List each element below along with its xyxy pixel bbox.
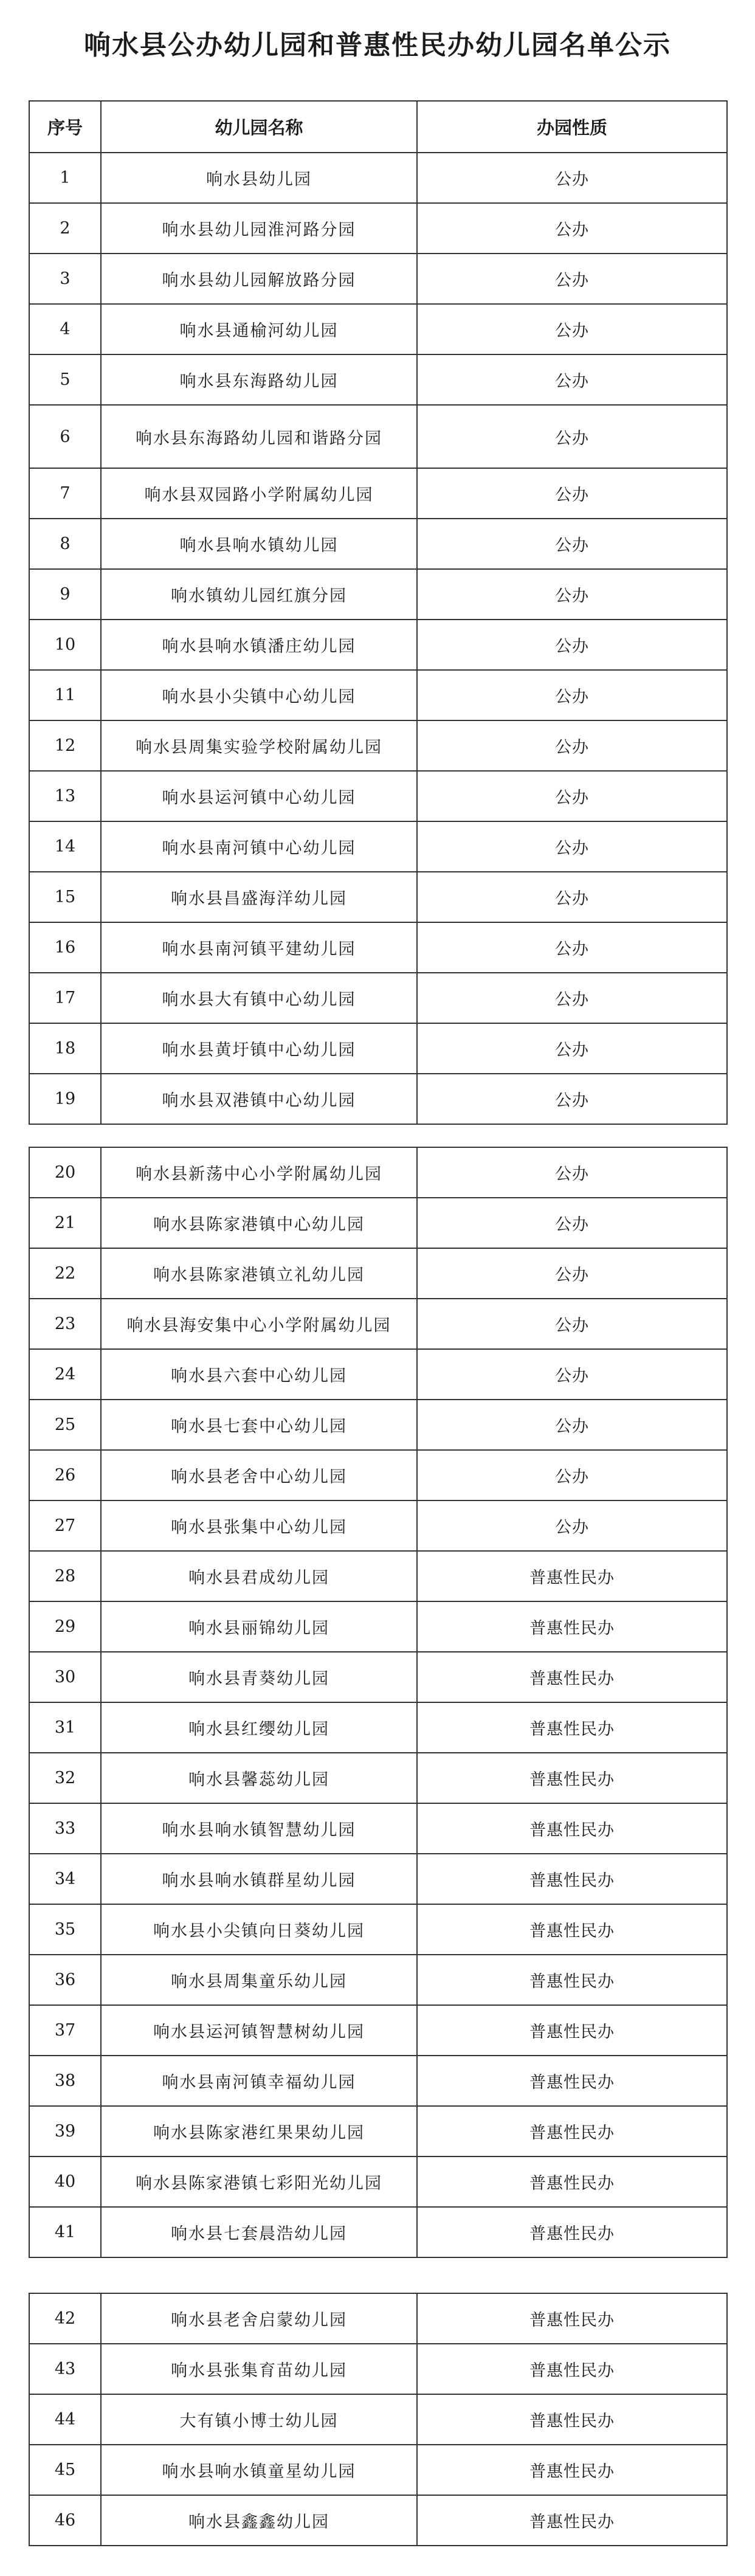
name-cell: 响水县青葵幼儿园 bbox=[101, 1652, 417, 1702]
index-cell: 3 bbox=[29, 254, 101, 304]
table-row bbox=[29, 203, 727, 254]
name-cell: 响水县周集实验学校附属幼儿园 bbox=[101, 720, 417, 771]
table-row bbox=[29, 1955, 727, 2005]
name-cell: 大有镇小博士幼儿园 bbox=[101, 2394, 417, 2445]
type-cell: 公办 bbox=[417, 872, 727, 922]
page-title: 响水县公办幼儿园和普惠性民办幼儿园名单公示 bbox=[84, 30, 671, 61]
type-cell: 普惠性民办 bbox=[417, 2495, 727, 2546]
index-cell: 35 bbox=[29, 1904, 101, 1955]
index-cell: 24 bbox=[29, 1349, 101, 1400]
table-row bbox=[29, 1551, 727, 1601]
name-cell: 响水县东海路幼儿园 bbox=[101, 354, 417, 405]
type-cell: 公办 bbox=[417, 670, 727, 720]
table-row bbox=[29, 254, 727, 304]
name-cell: 响水县双园路小学附属幼儿园 bbox=[101, 468, 417, 519]
type-cell: 普惠性民办 bbox=[417, 1551, 727, 1601]
index-cell: 32 bbox=[29, 1753, 101, 1803]
name-cell: 响水县新荡中心小学附属幼儿园 bbox=[101, 1147, 417, 1198]
name-cell: 响水县海安集中心小学附属幼儿园 bbox=[101, 1299, 417, 1349]
type-cell: 普惠性民办 bbox=[417, 2394, 727, 2445]
type-cell: 公办 bbox=[417, 973, 727, 1023]
name-cell: 响水县小尖镇中心幼儿园 bbox=[101, 670, 417, 720]
table-row bbox=[29, 2156, 727, 2207]
name-cell: 响水县通榆河幼儿园 bbox=[101, 304, 417, 354]
name-cell: 响水县老舍启蒙幼儿园 bbox=[101, 2293, 417, 2344]
name-cell: 响水县陈家港镇七彩阳光幼儿园 bbox=[101, 2156, 417, 2207]
table-row bbox=[29, 922, 727, 973]
table-row bbox=[29, 720, 727, 771]
type-cell: 公办 bbox=[417, 405, 727, 468]
name-cell: 响水县东海路幼儿园和谐路分园 bbox=[101, 405, 417, 468]
name-cell: 响水县响水镇潘庄幼儿园 bbox=[101, 620, 417, 670]
index-cell: 34 bbox=[29, 1854, 101, 1904]
name-cell: 响水县南河镇幸福幼儿园 bbox=[101, 2056, 417, 2106]
index-cell: 30 bbox=[29, 1652, 101, 1702]
index-cell: 20 bbox=[29, 1147, 101, 1198]
table-row bbox=[29, 821, 727, 872]
name-cell: 响水县黄圩镇中心幼儿园 bbox=[101, 1023, 417, 1074]
type-cell: 公办 bbox=[417, 1299, 727, 1349]
index-cell: 10 bbox=[29, 620, 101, 670]
index-cell: 40 bbox=[29, 2156, 101, 2207]
index-cell: 17 bbox=[29, 973, 101, 1023]
table-header-row bbox=[29, 101, 727, 153]
table-row bbox=[29, 2005, 727, 2056]
name-cell: 响水县双港镇中心幼儿园 bbox=[101, 1074, 417, 1124]
table-row bbox=[29, 2394, 727, 2445]
name-cell: 响水县陈家港红果果幼儿园 bbox=[101, 2106, 417, 2156]
type-cell: 公办 bbox=[417, 519, 727, 569]
index-cell: 33 bbox=[29, 1803, 101, 1854]
name-cell: 响水县幼儿园淮河路分园 bbox=[101, 203, 417, 254]
name-cell: 响水县张集中心幼儿园 bbox=[101, 1500, 417, 1551]
type-cell: 公办 bbox=[417, 354, 727, 405]
table-row bbox=[29, 1349, 727, 1400]
table-row bbox=[29, 2445, 727, 2495]
type-cell: 公办 bbox=[417, 922, 727, 973]
table-row bbox=[29, 973, 727, 1023]
name-cell: 响水县南河镇中心幼儿园 bbox=[101, 821, 417, 872]
table-row bbox=[29, 1904, 727, 1955]
type-cell: 公办 bbox=[417, 569, 727, 620]
index-cell: 44 bbox=[29, 2394, 101, 2445]
index-cell: 36 bbox=[29, 1955, 101, 2005]
index-cell: 15 bbox=[29, 872, 101, 922]
header-index: 序号 bbox=[29, 101, 101, 153]
index-cell: 5 bbox=[29, 354, 101, 405]
index-cell: 18 bbox=[29, 1023, 101, 1074]
name-cell: 响水县小尖镇向日葵幼儿园 bbox=[101, 1904, 417, 1955]
type-cell: 普惠性民办 bbox=[417, 1803, 727, 1854]
index-cell: 2 bbox=[29, 203, 101, 254]
type-cell: 公办 bbox=[417, 821, 727, 872]
type-cell: 普惠性民办 bbox=[417, 1955, 727, 2005]
index-cell: 11 bbox=[29, 670, 101, 720]
type-cell: 普惠性民办 bbox=[417, 1854, 727, 1904]
name-cell: 响水县响水镇智慧幼儿园 bbox=[101, 1803, 417, 1854]
name-cell: 响水县七套晨浩幼儿园 bbox=[101, 2207, 417, 2257]
name-cell: 响水县幼儿园 bbox=[101, 153, 417, 203]
table-row bbox=[29, 405, 727, 468]
type-cell: 普惠性民办 bbox=[417, 1702, 727, 1753]
header-name: 幼儿园名称 bbox=[101, 101, 417, 153]
index-cell: 14 bbox=[29, 821, 101, 872]
table-row bbox=[29, 2495, 727, 2546]
name-cell: 响水县丽锦幼儿园 bbox=[101, 1601, 417, 1652]
name-cell: 响水县周集童乐幼儿园 bbox=[101, 1955, 417, 2005]
table-row bbox=[29, 1601, 727, 1652]
index-cell: 23 bbox=[29, 1299, 101, 1349]
table-row bbox=[29, 1400, 727, 1450]
name-cell: 响水县君成幼儿园 bbox=[101, 1551, 417, 1601]
table-row bbox=[29, 1299, 727, 1349]
name-cell: 响水县老舍中心幼儿园 bbox=[101, 1450, 417, 1500]
name-cell: 响水县响水镇幼儿园 bbox=[101, 519, 417, 569]
table-row bbox=[29, 2344, 727, 2394]
type-cell: 普惠性民办 bbox=[417, 1601, 727, 1652]
type-cell: 普惠性民办 bbox=[417, 1904, 727, 1955]
index-cell: 16 bbox=[29, 922, 101, 973]
index-cell: 26 bbox=[29, 1450, 101, 1500]
type-cell: 公办 bbox=[417, 620, 727, 670]
table-row bbox=[29, 1702, 727, 1753]
index-cell: 13 bbox=[29, 771, 101, 821]
type-cell: 公办 bbox=[417, 254, 727, 304]
index-cell: 45 bbox=[29, 2445, 101, 2495]
name-cell: 响水县陈家港镇立礼幼儿园 bbox=[101, 1248, 417, 1299]
type-cell: 公办 bbox=[417, 771, 727, 821]
index-cell: 39 bbox=[29, 2106, 101, 2156]
index-cell: 1 bbox=[29, 153, 101, 203]
type-cell: 普惠性民办 bbox=[417, 2005, 727, 2056]
table-row bbox=[29, 1023, 727, 1074]
index-cell: 38 bbox=[29, 2056, 101, 2106]
type-cell: 公办 bbox=[417, 720, 727, 771]
table-row bbox=[29, 872, 727, 922]
name-cell: 响水县运河镇智慧树幼儿园 bbox=[101, 2005, 417, 2056]
name-cell: 响水县陈家港镇中心幼儿园 bbox=[101, 1198, 417, 1248]
index-cell: 9 bbox=[29, 569, 101, 620]
table-row bbox=[29, 1147, 727, 1198]
index-cell: 41 bbox=[29, 2207, 101, 2257]
table-row bbox=[29, 620, 727, 670]
table-row bbox=[29, 468, 727, 519]
kindergarten-table-section-2 bbox=[29, 1147, 728, 2258]
type-cell: 普惠性民办 bbox=[417, 2207, 727, 2257]
table-row bbox=[29, 2207, 727, 2257]
type-cell: 公办 bbox=[417, 153, 727, 203]
index-cell: 21 bbox=[29, 1198, 101, 1248]
index-cell: 7 bbox=[29, 468, 101, 519]
name-cell: 响水镇幼儿园红旗分园 bbox=[101, 569, 417, 620]
type-cell: 公办 bbox=[417, 1147, 727, 1198]
type-cell: 普惠性民办 bbox=[417, 2344, 727, 2394]
index-cell: 28 bbox=[29, 1551, 101, 1601]
table-row bbox=[29, 1500, 727, 1551]
type-cell: 普惠性民办 bbox=[417, 1753, 727, 1803]
type-cell: 公办 bbox=[417, 1400, 727, 1450]
table-row bbox=[29, 1854, 727, 1904]
table-row bbox=[29, 1074, 727, 1124]
index-cell: 43 bbox=[29, 2344, 101, 2394]
table-row bbox=[29, 2056, 727, 2106]
name-cell: 响水县幼儿园解放路分园 bbox=[101, 254, 417, 304]
type-cell: 公办 bbox=[417, 1500, 727, 1551]
type-cell: 普惠性民办 bbox=[417, 2106, 727, 2156]
kindergarten-table-section-3 bbox=[29, 2293, 728, 2546]
type-cell: 公办 bbox=[417, 1074, 727, 1124]
table-row bbox=[29, 1248, 727, 1299]
type-cell: 普惠性民办 bbox=[417, 2293, 727, 2344]
table-row bbox=[29, 1652, 727, 1702]
header-type: 办园性质 bbox=[417, 101, 727, 153]
type-cell: 公办 bbox=[417, 1023, 727, 1074]
type-cell: 普惠性民办 bbox=[417, 2156, 727, 2207]
name-cell: 响水县七套中心幼儿园 bbox=[101, 1400, 417, 1450]
type-cell: 公办 bbox=[417, 203, 727, 254]
index-cell: 8 bbox=[29, 519, 101, 569]
kindergarten-table-section-1 bbox=[29, 100, 728, 1125]
type-cell: 公办 bbox=[417, 468, 727, 519]
table-row bbox=[29, 670, 727, 720]
table-row bbox=[29, 1753, 727, 1803]
type-cell: 公办 bbox=[417, 304, 727, 354]
table-row bbox=[29, 519, 727, 569]
index-cell: 19 bbox=[29, 1074, 101, 1124]
type-cell: 普惠性民办 bbox=[417, 2445, 727, 2495]
name-cell: 响水县馨蕊幼儿园 bbox=[101, 1753, 417, 1803]
table-row bbox=[29, 569, 727, 620]
type-cell: 公办 bbox=[417, 1450, 727, 1500]
index-cell: 46 bbox=[29, 2495, 101, 2546]
table-row bbox=[29, 771, 727, 821]
index-cell: 25 bbox=[29, 1400, 101, 1450]
type-cell: 公办 bbox=[417, 1349, 727, 1400]
table-row bbox=[29, 1450, 727, 1500]
type-cell: 普惠性民办 bbox=[417, 1652, 727, 1702]
table-row bbox=[29, 2106, 727, 2156]
index-cell: 31 bbox=[29, 1702, 101, 1753]
name-cell: 响水县昌盛海洋幼儿园 bbox=[101, 872, 417, 922]
table-row bbox=[29, 304, 727, 354]
type-cell: 公办 bbox=[417, 1248, 727, 1299]
name-cell: 响水县响水镇群星幼儿园 bbox=[101, 1854, 417, 1904]
name-cell: 响水县红缨幼儿园 bbox=[101, 1702, 417, 1753]
index-cell: 22 bbox=[29, 1248, 101, 1299]
table-row bbox=[29, 1803, 727, 1854]
index-cell: 37 bbox=[29, 2005, 101, 2056]
table-row bbox=[29, 153, 727, 203]
name-cell: 响水县响水镇童星幼儿园 bbox=[101, 2445, 417, 2495]
table-row bbox=[29, 354, 727, 405]
index-cell: 6 bbox=[29, 405, 101, 468]
index-cell: 29 bbox=[29, 1601, 101, 1652]
index-cell: 42 bbox=[29, 2293, 101, 2344]
name-cell: 响水县南河镇平建幼儿园 bbox=[101, 922, 417, 973]
name-cell: 响水县张集育苗幼儿园 bbox=[101, 2344, 417, 2394]
index-cell: 27 bbox=[29, 1500, 101, 1551]
name-cell: 响水县鑫鑫幼儿园 bbox=[101, 2495, 417, 2546]
type-cell: 公办 bbox=[417, 1198, 727, 1248]
type-cell: 普惠性民办 bbox=[417, 2056, 727, 2106]
name-cell: 响水县运河镇中心幼儿园 bbox=[101, 771, 417, 821]
table-row bbox=[29, 2293, 727, 2344]
name-cell: 响水县大有镇中心幼儿园 bbox=[101, 973, 417, 1023]
index-cell: 12 bbox=[29, 720, 101, 771]
index-cell: 4 bbox=[29, 304, 101, 354]
table-row bbox=[29, 1198, 727, 1248]
name-cell: 响水县六套中心幼儿园 bbox=[101, 1349, 417, 1400]
